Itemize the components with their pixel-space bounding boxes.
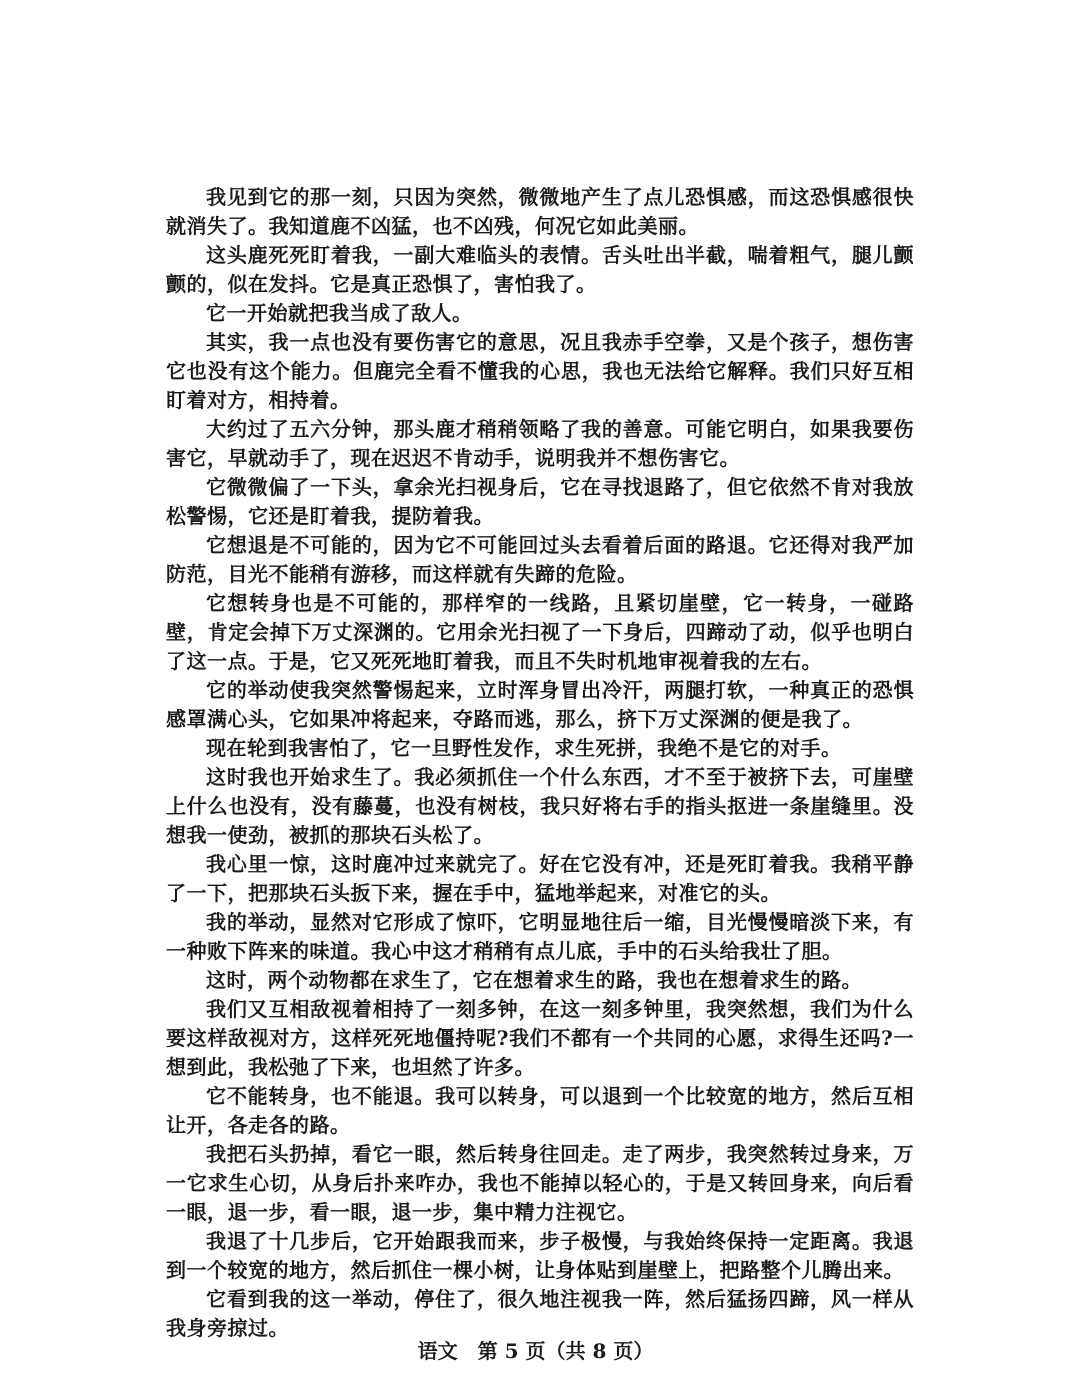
paragraph: 它想转身也是不可能的，那样窄的一线路，且紧切崖壁，它一转身，一碰路壁，肯定会掉下万丈深渊的。它用余光扫视了一下身后，四蹄动了动，似乎也明白了这一点。于是，它又死死地盯着我，而且不失时机地审视着我的左右。 (166, 591, 914, 673)
paragraph: 这头鹿死死盯着我，一副大难临头的表情。舌头吐出半截，喘着粗气，腿儿颤颤的，似在发抖。它是真正恐惧了，害怕我了。 (166, 243, 914, 296)
paragraph: 它不能转身，也不能退。我可以转身，可以退到一个比较宽的地方，然后互相让开，各走各的路。 (166, 1084, 914, 1137)
paragraph: 我退了十几步后，它开始跟我而来，步子极慢，与我始终保持一定距离。我退到一个较宽的地方，然后抓住一棵小树，让身体贴到崖壁上，把路整个儿腾出来。 (166, 1229, 914, 1282)
paragraph: 它的举动使我突然警惕起来，立时浑身冒出冷汗，两腿打软，一种真正的恐惧感罩满心头，它如果冲将起来，夺路而逃，那么，挤下万丈深渊的便是我了。 (166, 678, 914, 731)
paragraph: 其实，我一点也没有要伤害它的意思，况且我赤手空拳，又是个孩子，想伤害它也没有这个能力。但鹿完全看不懂我的心思，我也无法给它解释。我们只好互相盯着对方，相持着。 (166, 330, 914, 412)
paragraph: 它想退是不可能的，因为它不可能回过头去看着后面的路退。它还得对我严加防范，目光不能稍有游移，而这样就有失蹄的危险。 (166, 533, 914, 586)
paragraph: 大约过了五六分钟，那头鹿才稍稍领略了我的善意。可能它明白，如果我要伤害它，早就动手了，现在迟迟不肯动手，说明我并不想伤害它。 (166, 417, 914, 470)
paragraph: 我心里一惊，这时鹿冲过来就完了。好在它没有冲，还是死盯着我。我稍平静了一下，把那块石头扳下来，握在手中，猛地举起来，对准它的头。 (166, 852, 914, 905)
paragraph: 这时，两个动物都在求生了，它在想着求生的路，我也在想着求生的路。 (206, 968, 862, 992)
paragraph: 我们又互相敌视着相持了一刻多钟，在这一刻多钟里，我突然想，我们为什么要这样敌视对方，这样死死地僵持呢?我们不都有一个共同的心愿，求得生还吗?一想到此，我松弛了下来，也坦然了许多。 (166, 997, 914, 1079)
paragraph: 这时我也开始求生了。我必须抓住一个什么东西，才不至于被挤下去，可崖壁上什么也没有，没有藤蔓，也没有树枝，我只好将右手的指头抠进一条崖缝里。没想我一使劲，被抓的那块石头松了。 (166, 765, 914, 847)
paragraph: 我把石头扔掉，看它一眼，然后转身往回走。走了两步，我突然转过身来，万一它求生心切，从身后扑来咋办，我也不能掉以轻心的，于是又转回身来，向后看一眼，退一步，看一眼，退一步，集中精力注视它。 (166, 1142, 914, 1224)
passage-body (166, 183, 914, 1343)
paragraph: 现在轮到我害怕了，它一旦野性发作，求生死拼，我绝不是它的对手。 (206, 736, 842, 760)
paragraph: 我的举动，显然对它形成了惊吓，它明显地往后一缩，目光慢慢暗淡下来，有一种败下阵来的味道。我心中这才稍稍有点儿底，手中的石头给我壮了胆。 (166, 910, 914, 963)
paragraph: 我见到它的那一刻，只因为突然，微微地产生了点儿恐惧感，而这恐惧感很快就消失了。我知道鹿不凶猛，也不凶残，何况它如此美丽。 (166, 185, 914, 238)
page-footer: 语文 第 5 页（共 8 页） (417, 1339, 654, 1363)
paragraph: 它一开始就把我当成了敌人。 (206, 301, 473, 325)
paragraph: 它看到我的这一举动，停住了，很久地注视我一阵，然后猛扬四蹄，风一样从我身旁掠过。 (166, 1287, 914, 1340)
paragraph: 它微微偏了一下头，拿余光扫视身后，它在寻找退路了，但它依然不肯对我放松警惕，它还是盯着我，提防着我。 (166, 475, 914, 528)
